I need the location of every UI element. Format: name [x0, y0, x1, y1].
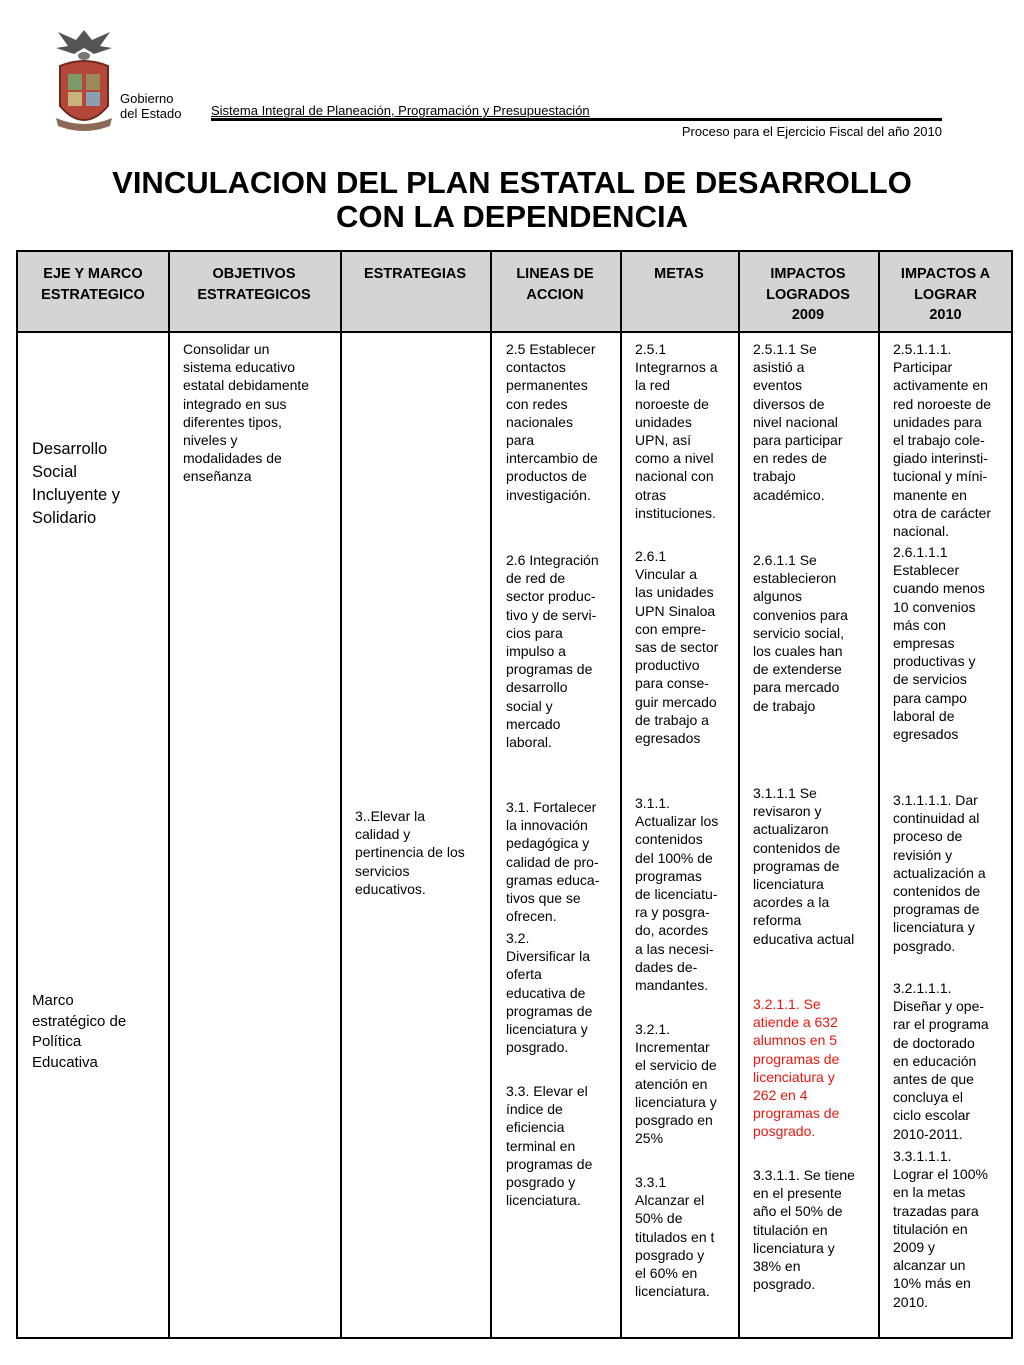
header-estrategias [340, 264, 490, 285]
linea-3-2 [506, 929, 592, 1056]
cell-line: nacional. [893, 523, 950, 540]
column-divider [738, 252, 740, 1337]
cell-line: 2010-2011. [893, 1125, 963, 1142]
cell-line: integrado en sus [183, 395, 287, 412]
cell-line: 3.2.1.1.1. [893, 980, 952, 996]
cell-line: 3.1.1.1 Se [753, 785, 817, 801]
cell-line: Participar [893, 359, 953, 376]
cell-line: desarrollo [506, 679, 568, 696]
cell-line: diversos de [753, 395, 825, 412]
cell-line: trabajo [753, 468, 796, 485]
cell-line: 2.5.1 [635, 341, 667, 357]
cell-line: dades de- [635, 958, 698, 975]
cell-line: reforma [753, 912, 802, 929]
cell-line: posgrado. [506, 1039, 569, 1056]
cell-line: programas de [506, 1155, 593, 1172]
cell-line: 3.2. [506, 930, 530, 946]
linea-3-3 [506, 1082, 592, 1209]
header-text: METAS [654, 266, 704, 282]
cell-line: laboral de [893, 707, 955, 724]
impacto-logrado-2-5-1-1 [753, 340, 843, 504]
cell-line: do, acordes [635, 922, 709, 939]
header-impactos-lograr [878, 264, 1013, 326]
column-divider [620, 252, 622, 1337]
cell-line: nivel nacional [753, 413, 838, 430]
cell-line: licenciatura. [635, 1283, 710, 1300]
cell-line: programas de [506, 661, 593, 678]
cell-line: 3.2.1. [635, 1021, 671, 1037]
cell-line: antes de que [893, 1071, 974, 1088]
cell-line: unidades para [893, 413, 982, 430]
cell-line: para conse- [635, 675, 709, 692]
cell-line: titulación en [753, 1221, 828, 1238]
cell-line: UPN Sinaloa [635, 602, 716, 619]
cell-line: la innovación [506, 817, 588, 834]
cell-line: productivo [635, 657, 700, 674]
cell-line: con empre- [635, 620, 706, 637]
cell-line: revisión y [893, 846, 953, 863]
plan-table [16, 250, 1013, 1339]
cell-line: instituciones. [635, 504, 716, 521]
header-text: LOGRAR [914, 286, 977, 303]
cell-line: productivas y [893, 653, 976, 670]
cell-line: índice de [506, 1101, 563, 1118]
cell-line: pedagógica y [506, 835, 590, 852]
cell-line: sector produc- [506, 588, 596, 605]
cell-line: 2.6.1.1 Se [753, 552, 817, 568]
cell-line: tivos que se [506, 890, 581, 907]
cell-line: en educación [893, 1052, 977, 1069]
header-rule [211, 118, 942, 121]
page-title-line2: CON LA DEPENDENCIA [336, 199, 688, 234]
cell-line: en la metas [893, 1184, 966, 1201]
cell-line: acordes a la [753, 894, 830, 911]
cell-line: de extenderse [753, 661, 842, 678]
cell-line: Consolidar un [183, 341, 270, 357]
cell-line: trazadas para [893, 1202, 979, 1219]
cell-line: 2010. [893, 1293, 929, 1310]
cell-line: 3.3. Elevar el [506, 1083, 588, 1099]
cell-line: Vincular a [635, 566, 698, 583]
cell-line: 262 en 4 [753, 1087, 808, 1104]
cell-line: de trabajo [753, 697, 816, 714]
cell-line: intercambio de [506, 450, 598, 467]
cell-line: titulados en t [635, 1228, 715, 1245]
cell-line: tucional y míni- [893, 468, 988, 485]
cell-line: 38% en [753, 1258, 801, 1275]
cell-line: estratégico de [32, 1012, 127, 1030]
cell-line: calidad de pro- [506, 853, 599, 870]
cell-line: rar el programa [893, 1016, 989, 1033]
cell-line: 2.6.1.1.1 [893, 544, 948, 560]
cell-line: más con [893, 616, 946, 633]
cell-line: contenidos de [753, 839, 841, 856]
page-title-line1: VINCULACION DEL PLAN ESTATAL DE DESARROLLO [112, 165, 912, 200]
cell-line: de red de [506, 570, 566, 587]
cell-line: 2.6 Integración [506, 552, 599, 568]
cell-line: Lograr el 100% [893, 1166, 988, 1183]
cell-line: nacional con [635, 468, 714, 485]
cell-line: Integrarnos a [635, 359, 718, 376]
cell-line: posgrado. [753, 1123, 816, 1140]
cell-line: 25% [635, 1130, 664, 1147]
cell-line: giado interinsti- [893, 450, 988, 467]
cell-line: empresas [893, 635, 955, 652]
header-metas [620, 264, 738, 285]
cell-line: cuando menos [893, 580, 985, 597]
cell-line: tivo y de servi- [506, 606, 597, 623]
header-text: OBJETIVOS [212, 266, 296, 282]
cell-line: calidad y [355, 826, 411, 843]
cell-line: programas de [893, 901, 980, 918]
cell-line: Establecer [893, 562, 960, 579]
cell-line: 2.5.1.1 Se [753, 341, 817, 357]
cell-line: algunos [753, 588, 803, 605]
cell-line: licenciatura y [753, 1068, 835, 1085]
cell-line: 10% más en [893, 1275, 971, 1292]
cell-line: terminal en [506, 1137, 576, 1154]
cell-line: 3.2.1.1. Se [753, 996, 821, 1012]
cell-line: oferta [506, 966, 542, 983]
cell-line: gramas educa- [506, 871, 600, 888]
cell-line: egresados [635, 730, 701, 747]
cell-line: nacionales [506, 413, 573, 430]
estrategia-elevar-calidad [355, 807, 465, 898]
cell-line: Política [32, 1033, 82, 1050]
cell-line: productos de [506, 468, 587, 485]
cell-line: eficiencia [506, 1119, 565, 1136]
cell-line: Actualizar los [635, 813, 719, 830]
cell-line: posgrado y [506, 1174, 576, 1191]
impacto-logrado-3-3-1-1 [753, 1166, 855, 1293]
cell-line: sistema educativo [183, 359, 296, 376]
cell-line: el 60% en [635, 1265, 698, 1282]
cell-line: contenidos de [893, 883, 981, 900]
cell-line: unidades [635, 413, 692, 430]
system-name: Sistema Integral de Planeación, Programación y Presupuestación [211, 103, 590, 118]
cell-line: 3.3.1.1.1. [893, 1148, 952, 1164]
cell-line: programas de [753, 857, 840, 874]
cell-line: pertinencia de los [355, 844, 465, 861]
cell-line: del 100% de [635, 849, 713, 866]
cell-line: contactos [506, 359, 566, 376]
cell-line: sas de sector [635, 639, 719, 656]
cell-line: egresados [893, 726, 959, 743]
cell-line: licenciatura y [753, 1239, 835, 1256]
meta-3-3-1 [635, 1173, 714, 1300]
cell-line: atiende a 632 [753, 1014, 838, 1031]
cell-line: 10 convenios [893, 598, 976, 615]
cell-line: a las necesi- [635, 940, 714, 957]
cell-line: para campo [893, 689, 967, 706]
header-text: IMPACTOS [770, 266, 846, 282]
meta-3-2-1 [635, 1020, 717, 1147]
government-label-line1: Gobierno [120, 91, 174, 106]
cell-line: programas de [753, 1105, 840, 1122]
cell-line: posgrado. [753, 1276, 816, 1293]
cell-line: 2009 y [893, 1239, 936, 1256]
cell-line: educativa de [506, 984, 586, 1001]
cell-line: actualización a [893, 864, 986, 881]
cell-line: educativos. [355, 880, 426, 897]
cell-line: de doctorado [893, 1034, 975, 1051]
meta-2-5-1 [635, 340, 718, 522]
meta-2-6-1 [635, 547, 718, 747]
cell-line: posgrado. [893, 937, 956, 954]
column-divider [878, 252, 880, 1337]
cell-line: licenciatura [753, 876, 824, 893]
impacto-logrado-3-2-1-1 [753, 995, 839, 1141]
header-text: ACCION [526, 286, 584, 303]
cell-line: los cuales han [753, 643, 843, 660]
state-seal-logo [50, 26, 118, 136]
header-text: ESTRATEGIAS [363, 266, 467, 282]
cell-line: 3..Elevar la [355, 808, 426, 824]
cell-line: activamente en [893, 377, 988, 394]
header-lineas [490, 264, 620, 305]
cell-line: para participar [753, 432, 843, 449]
cell-line: ra y posgra- [635, 904, 710, 921]
cell-line: actualizaron [753, 821, 829, 838]
cell-line: 2.6.1 [635, 548, 667, 564]
cell-line: cios para [506, 624, 563, 641]
cell-line: noroeste de [635, 395, 709, 412]
eje-marco-estrategico [32, 991, 126, 1073]
cell-line: licenciatura y [893, 919, 975, 936]
impacto-lograr-3-1-1-1-1 [893, 791, 986, 955]
cell-line: programas de [753, 1050, 840, 1067]
cell-line: revisaron y [753, 803, 822, 820]
objetivo-consolidar [183, 340, 309, 486]
cell-line: Solidario [32, 509, 97, 527]
cell-line: contenidos [635, 831, 703, 848]
cell-line: otras [635, 486, 667, 503]
header-text: ESTRATEGICO [41, 286, 145, 303]
linea-2-6 [506, 551, 599, 751]
cell-line: programas [635, 867, 702, 884]
cell-line: año el 50% de [753, 1203, 843, 1220]
cell-line: mercado [506, 715, 561, 732]
cell-line: 3.1. Fortalecer [506, 799, 597, 815]
cell-line: licenciatura. [506, 1192, 581, 1209]
cell-line: 3.1.1. [635, 795, 671, 811]
cell-line: social y [506, 697, 553, 714]
cell-line: Diversificar la [506, 948, 591, 965]
cell-line: servicio social, [753, 624, 845, 641]
cell-line: impulso a [506, 643, 566, 660]
cell-line: ciclo escolar [893, 1107, 971, 1124]
cell-line: convenios para [753, 606, 848, 623]
cell-line: de trabajo a [635, 711, 709, 728]
cell-line: Incluyente y [32, 486, 121, 504]
cell-line: manente en [893, 486, 967, 503]
cell-line: eventos [753, 377, 803, 394]
header-impactos-logrados [738, 264, 878, 326]
cell-line: con redes [506, 395, 568, 412]
cell-line: posgrado y [635, 1246, 705, 1263]
cell-line: alcanzar un [893, 1257, 966, 1274]
cell-line: concluya el [893, 1089, 964, 1106]
cell-line: 3.1.1.1.1. Dar [893, 792, 978, 808]
cell-line: enseñanza [183, 468, 252, 485]
impacto-lograr-3-2-1-1-1 [893, 979, 989, 1143]
impacto-lograr-3-3-1-1-1 [893, 1147, 988, 1311]
cell-line: programas de [506, 1002, 593, 1019]
eje-desarrollo-social [32, 438, 120, 530]
cell-line: UPN, así [635, 432, 692, 449]
cell-line: posgrado en [635, 1112, 713, 1129]
impacto-lograr-2-6-1-1-1 [893, 543, 985, 743]
cell-line: en redes de [753, 450, 827, 467]
cell-line: laboral. [506, 734, 552, 751]
cell-line: licenciatura y [506, 1021, 588, 1038]
cell-line: 2.5.1.1.1. [893, 341, 952, 357]
cell-line: Desarrollo [32, 440, 108, 458]
cell-line: titulación en [893, 1220, 968, 1237]
cell-line: permanentes [506, 377, 588, 394]
cell-line: asistió a [753, 359, 805, 376]
cell-line: Incrementar [635, 1039, 710, 1056]
cell-line: para [506, 432, 535, 449]
column-divider [340, 252, 342, 1337]
cell-line: 2.5 Establecer [506, 341, 596, 357]
government-label [120, 91, 181, 121]
cell-line: proceso de [893, 828, 963, 845]
cell-line: educativa actual [753, 930, 855, 947]
cell-line: 50% de [635, 1210, 683, 1227]
header-text: 2009 [791, 307, 825, 323]
cell-line: 3.3.1.1. Se tiene [753, 1167, 855, 1183]
cell-line: Marco [32, 992, 74, 1009]
cell-line: la red [635, 377, 671, 394]
cell-line: 3.3.1 [635, 1174, 667, 1190]
column-divider [490, 252, 492, 1337]
cell-line: Educativa [32, 1053, 98, 1071]
cell-line: el servicio de [635, 1057, 717, 1074]
header-text: EJE Y MARCO [43, 266, 143, 282]
cell-line: establecieron [753, 570, 837, 587]
header-text: LINEAS DE [516, 266, 594, 282]
cell-line: en el presente [753, 1185, 842, 1202]
government-label-line2: del Estado [120, 106, 182, 121]
cell-line: licenciatura y [635, 1093, 717, 1110]
column-divider [168, 252, 170, 1337]
cell-line: atención en [635, 1075, 708, 1092]
cell-line: Social [32, 463, 77, 481]
cell-line: académico. [753, 486, 825, 503]
header-text: 2010 [929, 307, 962, 323]
header-objetivos [168, 264, 340, 305]
cell-line: otra de carácter [893, 504, 992, 521]
cell-line: niveles y [183, 432, 238, 449]
impacto-logrado-3-1-1-1 [753, 784, 854, 948]
page-title [0, 166, 1024, 234]
linea-2-5 [506, 340, 598, 504]
header-text: IMPACTOS A [900, 266, 991, 282]
cell-line: como a nivel [635, 450, 714, 467]
cell-line: de licenciatu- [635, 886, 718, 903]
impacto-logrado-2-6-1-1 [753, 551, 848, 715]
cell-line: Diseñar y ope- [893, 998, 985, 1015]
cell-line: red noroeste de [893, 395, 992, 412]
cell-line: servicios [355, 862, 410, 879]
cell-line: ofrecen. [506, 908, 557, 925]
meta-3-1-1 [635, 794, 718, 994]
cell-line: de servicios [893, 671, 967, 688]
cell-line: guir mercado [635, 693, 717, 710]
cell-line: continuidad al [893, 810, 980, 827]
cell-line: mandantes. [635, 977, 709, 994]
fiscal-process-label: Proceso para el Ejercicio Fiscal del año 2010 [681, 124, 942, 139]
header-text: ESTRATEGICOS [197, 286, 311, 303]
cell-line: las unidades [635, 584, 714, 601]
cell-line: Alcanzar el [635, 1192, 705, 1209]
cell-line: alumnos en 5 [753, 1032, 838, 1049]
cell-line: modalidades de [183, 450, 282, 467]
cell-line: diferentes tipos, [183, 413, 282, 430]
cell-line: estatal debidamente [183, 377, 310, 394]
cell-line: para mercado [753, 679, 840, 696]
cell-line: investigación. [506, 486, 591, 503]
linea-3-1 [506, 798, 599, 925]
impacto-lograr-2-5-1-1-1 [893, 340, 991, 540]
cell-line: el trabajo cole- [893, 432, 985, 449]
header-text: LOGRADOS [766, 286, 850, 303]
header-eje [18, 264, 168, 305]
